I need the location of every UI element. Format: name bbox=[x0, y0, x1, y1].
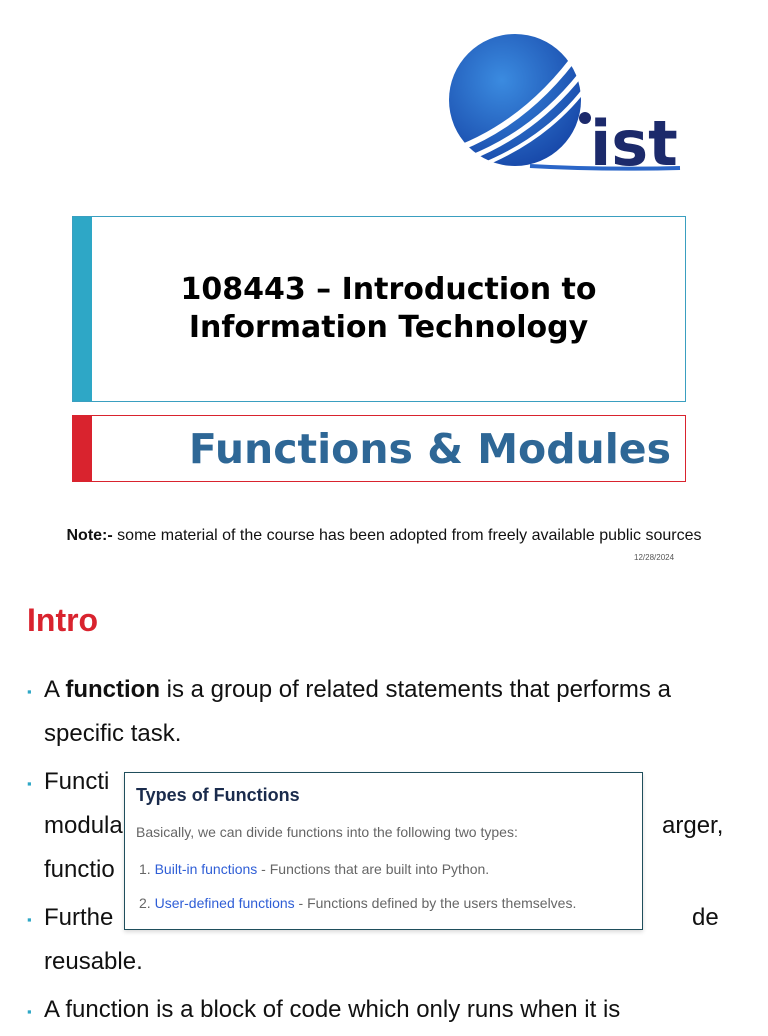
subtitle: Functions & Modules bbox=[188, 424, 671, 473]
course-title-line1: 108443 – Introduction to bbox=[180, 272, 597, 307]
bullet-marker-icon: ▪ bbox=[27, 1004, 32, 1019]
bullet-marker-icon: ▪ bbox=[27, 912, 32, 927]
card-list-item: 2. User-defined functions - Functions defined by the users themselves. bbox=[139, 895, 577, 911]
subtitle-accent-bar bbox=[73, 416, 92, 481]
note-text: some material of the course has been adopted from freely available public sources bbox=[112, 527, 702, 544]
bullet-line: reusable. bbox=[44, 948, 143, 975]
course-title-box bbox=[72, 216, 686, 402]
note bbox=[0, 527, 768, 545]
course-title bbox=[92, 217, 685, 401]
section-heading: Intro bbox=[27, 602, 99, 638]
types-of-functions-card bbox=[124, 772, 643, 930]
bullet-item: ▪ A function is a block of code which only runs when it is bbox=[27, 988, 747, 1032]
bullet-marker-icon: ▪ bbox=[27, 776, 32, 791]
note-label: Note:- bbox=[66, 527, 113, 544]
card-list-item: 1. Built-in functions - Functions that are built into Python. bbox=[139, 861, 490, 877]
bullet-marker-icon: ▪ bbox=[27, 684, 32, 699]
bullet-line: modula arger, bbox=[44, 812, 724, 839]
bullet-item: ▪ A function is a group of related statements that performs a specific task. bbox=[27, 668, 747, 756]
bullet-line: Functi bbox=[44, 768, 110, 795]
card-intro: Basically, we can divide functions into the following two types: bbox=[136, 824, 518, 840]
title-accent-bar bbox=[73, 217, 92, 401]
ist-logo bbox=[440, 30, 700, 180]
bullet-line: Furthe de bbox=[44, 904, 719, 931]
bullet-line: functio bbox=[44, 856, 115, 883]
subtitle-box bbox=[72, 415, 686, 482]
slide-date: 12/28/2024 bbox=[634, 553, 675, 562]
built-in-functions-link[interactable]: Built-in functions bbox=[154, 861, 258, 877]
course-title-line2: Information Technology bbox=[188, 310, 589, 345]
user-defined-functions-link[interactable]: User-defined functions bbox=[154, 895, 295, 911]
card-title: Types of Functions bbox=[136, 785, 300, 805]
logo-text: ist bbox=[590, 107, 678, 180]
